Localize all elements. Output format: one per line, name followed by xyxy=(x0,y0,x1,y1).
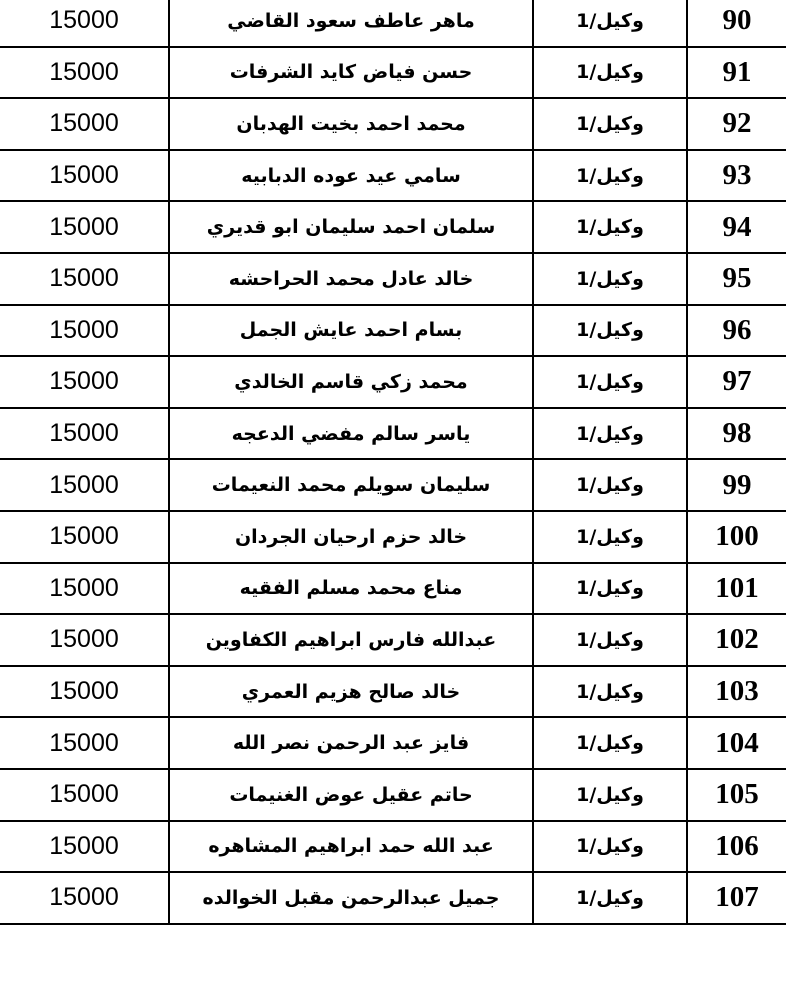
row-number-cell: 95 xyxy=(687,253,786,305)
table-row xyxy=(0,614,786,666)
table-row xyxy=(0,563,786,615)
row-number-cell: 102 xyxy=(687,614,786,666)
table-row xyxy=(0,201,786,253)
rank-cell: وكيل/1 xyxy=(533,614,687,666)
rank-cell: وكيل/1 xyxy=(533,563,687,615)
amount-cell: 15000 xyxy=(0,98,169,150)
table-row xyxy=(0,47,786,99)
table-row xyxy=(0,253,786,305)
rank-cell: وكيل/1 xyxy=(533,0,687,47)
row-number-cell: 105 xyxy=(687,769,786,821)
amount-cell: 15000 xyxy=(0,872,169,924)
name-cell: سليمان سويلم محمد النعيمات xyxy=(169,459,533,511)
name-cell: خالد صالح هزيم العمري xyxy=(169,666,533,718)
table-row xyxy=(0,0,786,47)
row-number-cell: 90 xyxy=(687,0,786,47)
name-cell: فايز عبد الرحمن نصر الله xyxy=(169,717,533,769)
table-row xyxy=(0,717,786,769)
amount-cell: 15000 xyxy=(0,356,169,408)
amount-cell: 15000 xyxy=(0,253,169,305)
amount-cell: 15000 xyxy=(0,201,169,253)
rank-cell: وكيل/1 xyxy=(533,821,687,873)
rank-cell: وكيل/1 xyxy=(533,511,687,563)
row-number-cell: 106 xyxy=(687,821,786,873)
rank-cell: وكيل/1 xyxy=(533,253,687,305)
table-row xyxy=(0,769,786,821)
row-number-cell: 104 xyxy=(687,717,786,769)
row-number-cell: 97 xyxy=(687,356,786,408)
row-number-cell: 91 xyxy=(687,47,786,99)
amount-cell: 15000 xyxy=(0,0,169,47)
amount-cell: 15000 xyxy=(0,459,169,511)
amount-cell: 15000 xyxy=(0,666,169,718)
table-row xyxy=(0,821,786,873)
rank-cell: وكيل/1 xyxy=(533,717,687,769)
table-row xyxy=(0,666,786,718)
table-row xyxy=(0,459,786,511)
table-row xyxy=(0,511,786,563)
name-cell: سامي عيد عوده الدبابيه xyxy=(169,150,533,202)
name-cell: حسن فياض كايد الشرفات xyxy=(169,47,533,99)
amount-cell: 15000 xyxy=(0,769,169,821)
table-row xyxy=(0,408,786,460)
row-number-cell: 96 xyxy=(687,305,786,357)
table-row xyxy=(0,305,786,357)
amount-cell: 15000 xyxy=(0,563,169,615)
name-cell: محمد زكي قاسم الخالدي xyxy=(169,356,533,408)
table-row xyxy=(0,150,786,202)
name-cell: جميل عبدالرحمن مقبل الخوالده xyxy=(169,872,533,924)
name-cell: ياسر سالم مفضي الدعجه xyxy=(169,408,533,460)
row-number-cell: 103 xyxy=(687,666,786,718)
amount-cell: 15000 xyxy=(0,408,169,460)
row-number-cell: 98 xyxy=(687,408,786,460)
table-row xyxy=(0,356,786,408)
row-number-cell: 101 xyxy=(687,563,786,615)
name-cell: مناع محمد مسلم الفقيه xyxy=(169,563,533,615)
row-number-cell: 99 xyxy=(687,459,786,511)
rank-cell: وكيل/1 xyxy=(533,356,687,408)
name-cell: محمد احمد بخيت الهدبان xyxy=(169,98,533,150)
amount-cell: 15000 xyxy=(0,47,169,99)
rank-cell: وكيل/1 xyxy=(533,666,687,718)
rank-cell: وكيل/1 xyxy=(533,47,687,99)
name-cell: عبد الله حمد ابراهيم المشاهره xyxy=(169,821,533,873)
amount-cell: 15000 xyxy=(0,305,169,357)
name-cell: بسام احمد عايش الجمل xyxy=(169,305,533,357)
rank-cell: وكيل/1 xyxy=(533,201,687,253)
name-cell: خالد عادل محمد الحراحشه xyxy=(169,253,533,305)
name-cell: خالد حزم ارحيان الجردان xyxy=(169,511,533,563)
row-number-cell: 92 xyxy=(687,98,786,150)
rank-cell: وكيل/1 xyxy=(533,98,687,150)
rank-cell: وكيل/1 xyxy=(533,150,687,202)
name-cell: سلمان احمد سليمان ابو قديري xyxy=(169,201,533,253)
rank-cell: وكيل/1 xyxy=(533,459,687,511)
amount-cell: 15000 xyxy=(0,150,169,202)
row-number-cell: 107 xyxy=(687,872,786,924)
name-cell: حاتم عقيل عوض الغنيمات xyxy=(169,769,533,821)
amount-cell: 15000 xyxy=(0,614,169,666)
table-row xyxy=(0,98,786,150)
rank-cell: وكيل/1 xyxy=(533,769,687,821)
name-cell: ماهر عاطف سعود القاضي xyxy=(169,0,533,47)
row-number-cell: 94 xyxy=(687,201,786,253)
row-number-cell: 100 xyxy=(687,511,786,563)
table-row xyxy=(0,872,786,924)
amount-cell: 15000 xyxy=(0,717,169,769)
rank-cell: وكيل/1 xyxy=(533,872,687,924)
rank-cell: وكيل/1 xyxy=(533,305,687,357)
rank-cell: وكيل/1 xyxy=(533,408,687,460)
name-cell: عبدالله فارس ابراهيم الكفاوين xyxy=(169,614,533,666)
row-number-cell: 93 xyxy=(687,150,786,202)
amount-cell: 15000 xyxy=(0,511,169,563)
amount-cell: 15000 xyxy=(0,821,169,873)
